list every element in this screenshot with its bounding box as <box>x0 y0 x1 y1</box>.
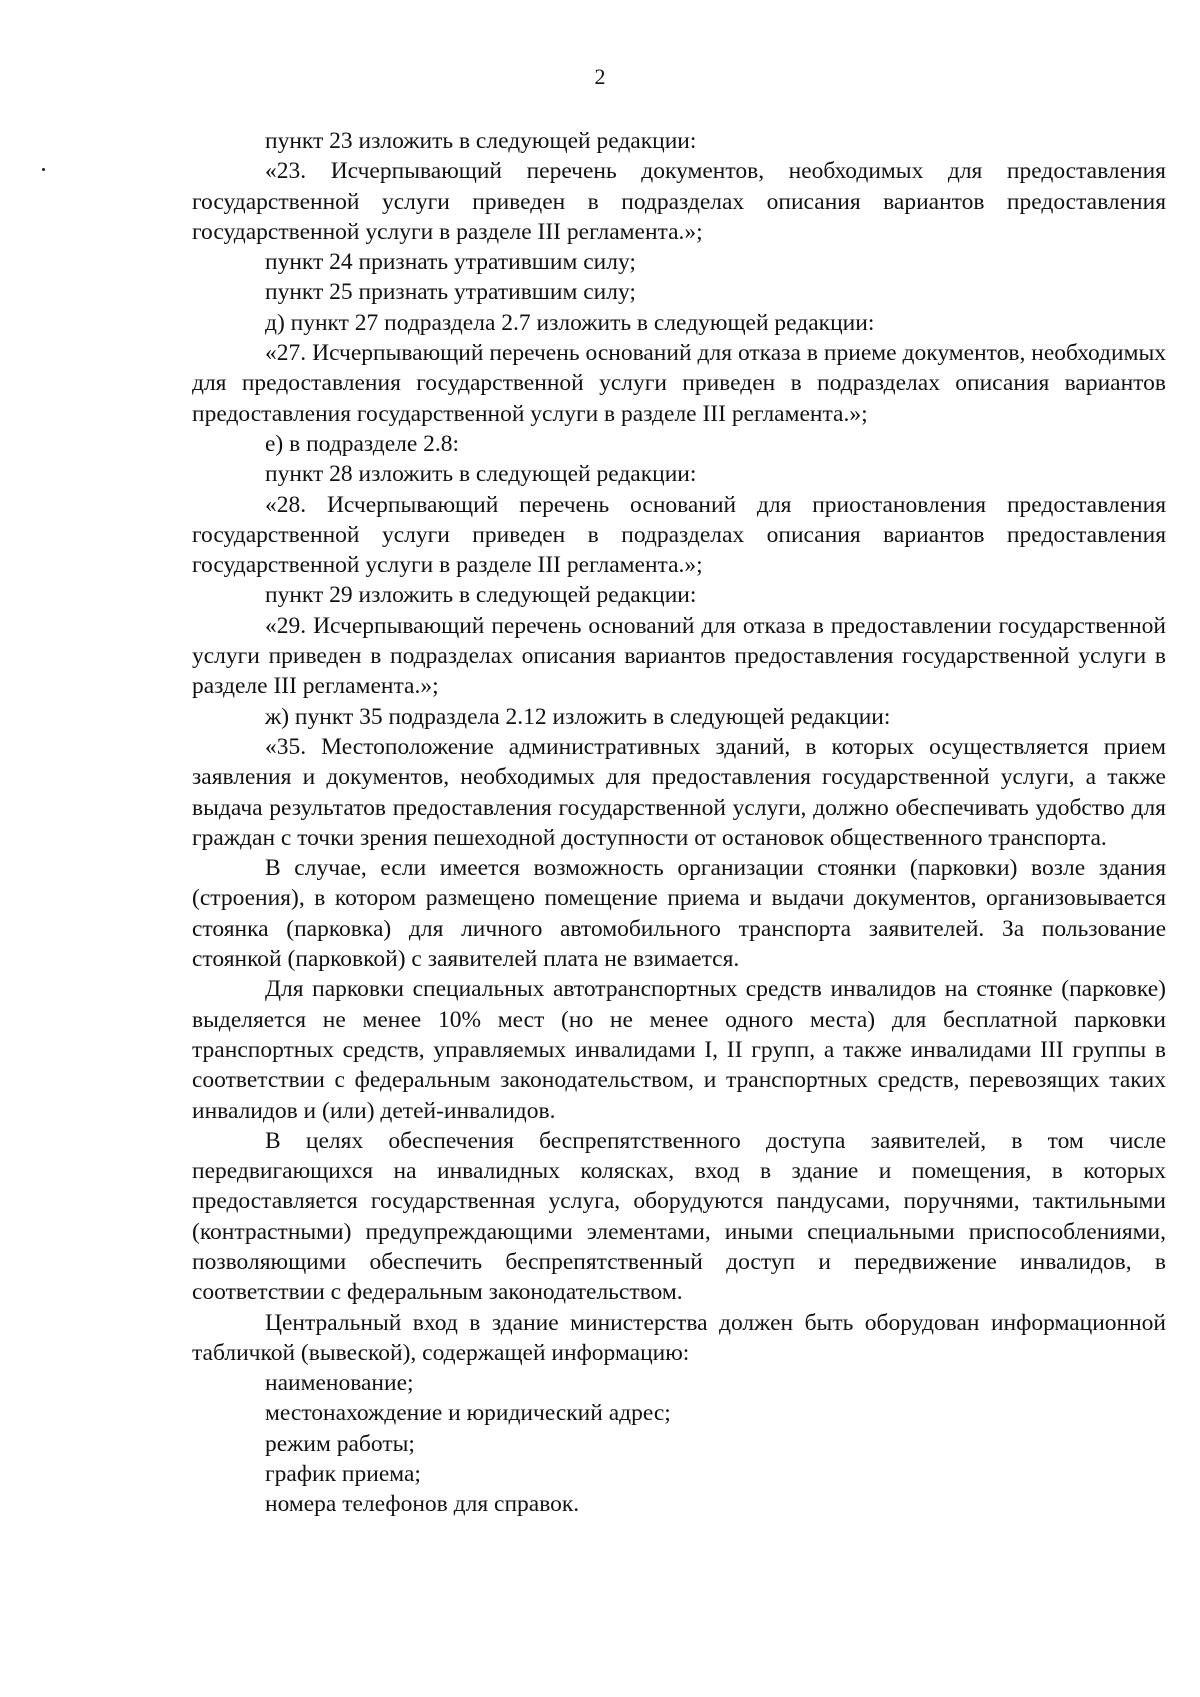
paragraph-amend-item-23: пункт 23 изложить в следующей редакции: <box>265 128 697 154</box>
list-item-phone-numbers: номера телефонов для справок. <box>265 1491 580 1518</box>
paragraph-amend-item-28: пункт 28 изложить в следующей редакции: <box>265 461 697 488</box>
paragraph-subsection-2-8: е) в подразделе 2.8: <box>265 430 460 457</box>
paragraph-item-35-location: «35. Местоположение административных зданий, в которых осуществляется прием заявления и документов, необходимых для предоставления государственной услуги, а также выдача результатов предоставления государственной услуги, должно обеспечивать удобство для граждан с точки зрения пешеходной доступности от остановок общественного транспорта. <box>192 733 1166 851</box>
paragraph-item-24-repeal: пункт 24 признать утратившим силу; <box>265 249 636 276</box>
paragraph-item-35-disabled-parking: Для парковки специальных автотранспортных средств инвалидов на стоянке (парковке) выделяется не менее 10% мест (но не менее одного места) для бесплатной парковки транспортных средств, управляемых инвалидами I, II групп, а также инвалидами III группы в соответствии с федеральным законодательством, и транспортных средств, перевозящих таких инвалидов и (или) детей-инвалидов. <box>192 976 1166 1124</box>
paragraph-item-25-repeal: пункт 25 признать утратившим силу; <box>265 279 636 306</box>
paragraph-item-35-accessibility: В целях обеспечения беспрепятственного доступа заявителей, в том числе передвигающихся на инвалидных колясках, вход в здание и помещения, в которых предоставляется государственная услуга, оборудуются пандусами, поручнями, тактильными (контрастными) предупреждающими элементами, иными специальными приспособлениями, позволяющими обеспечить беспрепятственный доступ и передвижение инвалидов, в соответствии с федеральным законодательством. <box>192 1127 1166 1306</box>
scan-speck <box>42 168 45 171</box>
paragraph-item-35-entrance-sign: Центральный вход в здание министерства должен быть оборудован информационной табличкой (вывеской), содержащей информацию: <box>192 1309 1166 1366</box>
list-item-address: местонахождение и юридический адрес; <box>265 1400 671 1427</box>
paragraph-amend-item-27: д) пункт 27 подраздела 2.7 изложить в следующей редакции: <box>265 309 875 336</box>
paragraph-item-29-text: «29. Исчерпывающий перечень оснований для отказа в предоставлении государственной услуги приведен в подразделах описания вариантов предоставления государственной услуги в разделе III регламента.»; <box>192 612 1166 700</box>
paragraph-amend-item-29: пункт 29 изложить в следующей редакции: <box>265 582 697 609</box>
paragraph-item-28-text: «28. Исчерпывающий перечень оснований для приостановления предоставления государственной услуги приведен в подразделах описания вариантов предоставления государственной услуги в разделе III регламента.»; <box>192 491 1166 579</box>
paragraph-item-27-text: «27. Исчерпывающий перечень оснований для отказа в приеме документов, необходимых для предоставления государственной услуги приведен в подразделах описания вариантов предоставления государственной услуги в разделе III регламента.»; <box>192 340 1166 427</box>
page-number: 2 <box>594 64 606 89</box>
paragraph-amend-item-35: ж) пункт 35 подраздела 2.12 изложить в следующей редакции: <box>265 703 891 730</box>
list-item-reception-schedule: график приема; <box>265 1461 421 1488</box>
list-item-working-hours: режим работы; <box>265 1430 415 1457</box>
paragraph-item-35-parking: В случае, если имеется возможность организации стоянки (парковки) возле здания (строения), в котором размещено помещение приема и выдачи документов, организовывается стоянка (парковка) для личного автомобильного транспорта заявителей. За пользование стоянкой (парковкой) с заявителей плата не взимается. <box>192 855 1166 973</box>
paragraph-item-23-text: «23. Исчерпывающий перечень документов, необходимых для предоставления государственной услуги приведен в подразделах описания вариантов предоставления государственной услуги в разделе III регламента.»; <box>192 158 1166 245</box>
list-item-name: наименование; <box>265 1370 414 1397</box>
document-body <box>192 126 1166 1520</box>
